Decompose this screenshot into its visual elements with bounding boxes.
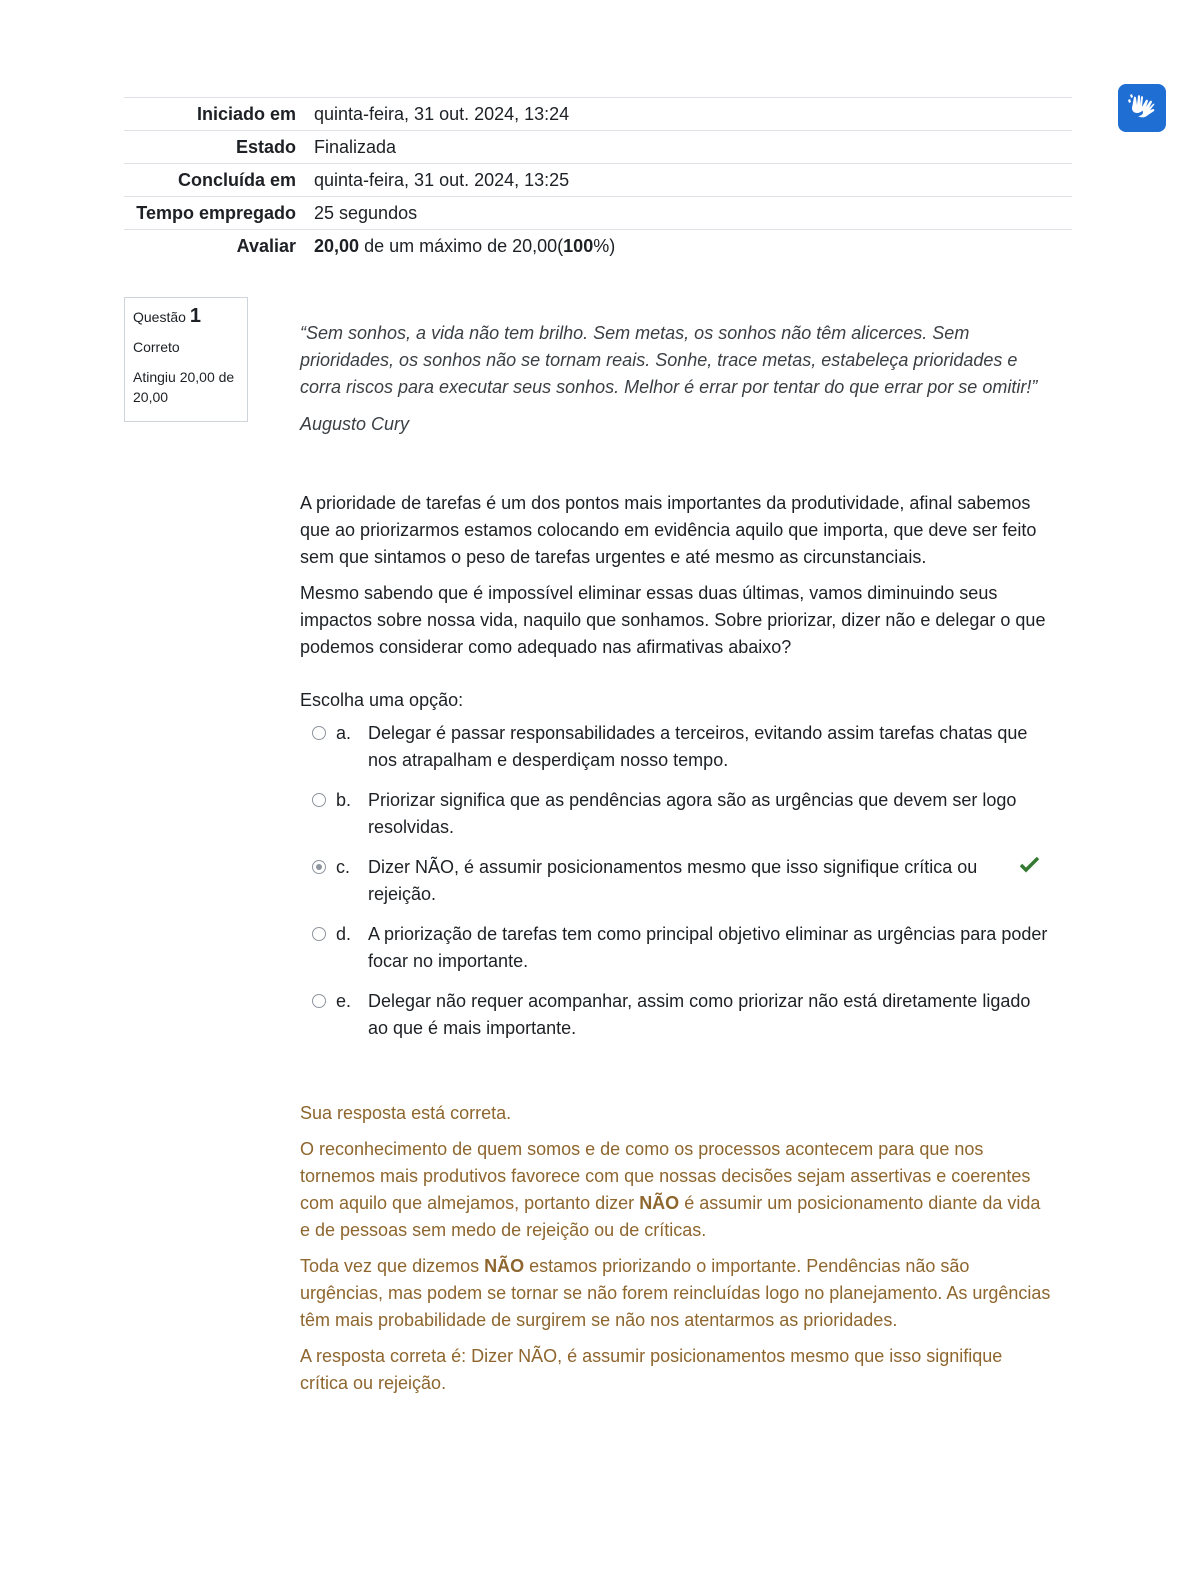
right-answer: A resposta correta é: Dizer NÃO, é assumir posicionamentos mesmo que isso signifique crítica ou rejeição. bbox=[300, 1346, 1003, 1393]
attempt-summary-table bbox=[124, 97, 1072, 262]
question-info-box bbox=[124, 297, 248, 422]
question-prefix: Questão bbox=[133, 309, 186, 325]
feedback-text: O reconhecimento de quem somos e de como os processos acontecem para que nos tornemos mais produtivos favorece com que nossas decisões sejam assertivas e coerentes com aquilo que almejamos, portanto dizer bbox=[300, 1139, 1031, 1213]
feedback-text: é assumir um posicionamento diante da vida e de pessoas sem medo de rejeição ou de críticas. bbox=[300, 1193, 1041, 1240]
grade-suffix: %) bbox=[593, 236, 616, 256]
option-letter: d. bbox=[336, 924, 352, 944]
answer-option-a[interactable] bbox=[300, 720, 1052, 774]
grade-score: 20,00 bbox=[314, 236, 360, 256]
feedback-bold: NÃO bbox=[484, 1256, 525, 1276]
summary-label: Avaliar bbox=[124, 230, 314, 263]
check-icon bbox=[1020, 854, 1040, 881]
option-letter: a. bbox=[336, 723, 352, 743]
feedback-section bbox=[300, 1100, 1052, 1406]
question-grade: Atingiu 20,00 de 20,00 bbox=[133, 369, 235, 405]
option-letter: e. bbox=[336, 991, 352, 1011]
question-number-value: 1 bbox=[189, 305, 201, 327]
option-text: Dizer NÃO, é assumir posicionamentos mesmo que isso signifique crítica ou rejeição. bbox=[368, 857, 978, 904]
feedback-bold: NÃO bbox=[639, 1193, 680, 1213]
summary-row-grade bbox=[124, 230, 1072, 263]
answer-option-b[interactable] bbox=[300, 787, 1052, 841]
option-text: Priorizar significa que as pendências agora são as urgências que devem ser logo resolvidas. bbox=[368, 790, 1017, 837]
choice-prompt: Escolha uma opção: bbox=[300, 690, 464, 710]
accessibility-button[interactable] bbox=[1118, 84, 1166, 132]
radio-button[interactable] bbox=[312, 726, 326, 740]
feedback-text: estamos priorizando o importante. Pendências não são urgências, mas podem se tornar se não forem reincluídas logo no planejamento. As urgências têm mais probabilidade de surgirem se não nos atentarmos as prioridades. bbox=[300, 1256, 1051, 1330]
question-content bbox=[300, 320, 1052, 1055]
feedback-status: Sua resposta está correta. bbox=[300, 1103, 512, 1123]
option-letter: c. bbox=[336, 857, 351, 877]
grade-middle: de um máximo de 20,00( bbox=[364, 236, 564, 256]
feedback-paragraph-2 bbox=[300, 1253, 1052, 1334]
option-text: A priorização de tarefas tem como principal objetivo eliminar as urgências para poder focar no importante. bbox=[368, 924, 1048, 971]
radio-button[interactable] bbox=[312, 793, 326, 807]
summary-row-started bbox=[124, 98, 1072, 131]
summary-row-time-taken bbox=[124, 197, 1072, 230]
summary-value: Finalizada bbox=[314, 131, 1072, 164]
summary-label: Tempo empregado bbox=[124, 197, 314, 230]
option-letter: b. bbox=[336, 790, 352, 810]
sign-language-hands-icon bbox=[1125, 91, 1159, 125]
question-paragraph-2: Mesmo sabendo que é impossível eliminar essas duas últimas, vamos diminuindo seus impactos sobre nossa vida, naquilo que sonhamos. Sobre priorizar, dizer não e delegar o que podemos considerar como adequado nas afirmativas abaixo? bbox=[300, 583, 1046, 657]
summary-value: 25 segundos bbox=[314, 197, 1072, 230]
radio-button[interactable] bbox=[312, 994, 326, 1008]
radio-button[interactable] bbox=[312, 927, 326, 941]
answer-option-c[interactable] bbox=[300, 854, 1052, 908]
summary-label: Concluída em bbox=[124, 164, 314, 197]
question-quote: “Sem sonhos, a vida não tem brilho. Sem metas, os sonhos não têm alicerces. Sem prioridades, os sonhos não se tornam reais. Sonhe, trace metas, estabeleça prioridades e corra riscos para executar seus sonhos. Melhor é errar por tentar do que errar por se omitir!” bbox=[300, 323, 1038, 397]
summary-row-completed bbox=[124, 164, 1072, 197]
question-paragraph-1: A prioridade de tarefas é um dos pontos mais importantes da produtividade, afinal sabemos que ao priorizarmos estamos colocando em evidência aquilo que importa, que deve ser feito sem que sintamos o peso de tarefas urgentes e até mesmo as circunstanciais. bbox=[300, 493, 1037, 567]
option-text: Delegar é passar responsabilidades a terceiros, evitando assim tarefas chatas que nos atrapalham e desperdiçam nosso tempo. bbox=[368, 723, 1028, 770]
option-text: Delegar não requer acompanhar, assim como priorizar não está diretamente ligado ao que é mais importante. bbox=[368, 991, 1031, 1038]
feedback-paragraph-1 bbox=[300, 1136, 1052, 1244]
summary-label: Iniciado em bbox=[124, 98, 314, 131]
answer-option-d[interactable] bbox=[300, 921, 1052, 975]
feedback-text: Toda vez que dizemos bbox=[300, 1256, 485, 1276]
question-state: Correto bbox=[133, 339, 180, 355]
radio-button-selected[interactable] bbox=[312, 860, 326, 874]
summary-label: Estado bbox=[124, 131, 314, 164]
answer-options bbox=[300, 720, 1052, 1042]
question-number bbox=[133, 306, 239, 327]
answer-option-e[interactable] bbox=[300, 988, 1052, 1042]
grade-percent: 100 bbox=[563, 236, 594, 256]
summary-row-state bbox=[124, 131, 1072, 164]
summary-value: quinta-feira, 31 out. 2024, 13:24 bbox=[314, 98, 1072, 131]
quote-author: Augusto Cury bbox=[300, 414, 410, 434]
summary-value bbox=[314, 230, 1072, 263]
summary-value: quinta-feira, 31 out. 2024, 13:25 bbox=[314, 164, 1072, 197]
